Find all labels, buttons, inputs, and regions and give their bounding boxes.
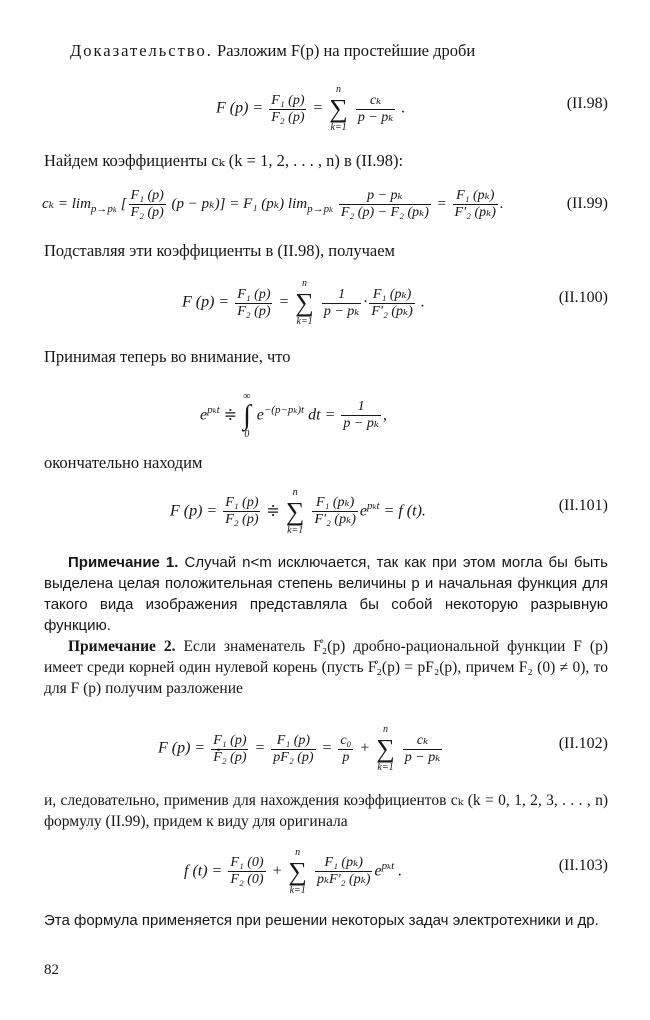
- eq99-d: =: [436, 196, 447, 212]
- eq103-e-sup: pₖt: [381, 860, 395, 872]
- eq102-plus: +: [359, 739, 371, 757]
- eq100-eq: =: [278, 293, 290, 311]
- eq103-sum: n ∑ k=1: [288, 846, 307, 896]
- eq98-lhs: F (p) =: [216, 99, 264, 117]
- eq102-num1: F₁ (p): [213, 732, 247, 748]
- intro-line: [70, 40, 610, 62]
- int-den: p − pₖ: [343, 416, 379, 432]
- eq100-sum-top: n: [302, 278, 308, 289]
- equation-II-99: [0, 184, 650, 224]
- eq98-number: (II.98): [566, 95, 608, 112]
- equation-II-103: [0, 846, 650, 896]
- eq103-number: (II.103): [558, 857, 608, 874]
- paragraph-conclusion: Эта формула применяется при решении некоторых задач электротехники и др.: [44, 912, 599, 929]
- eq100-sum-bot: k=1: [296, 316, 313, 327]
- eq100-frac3: [369, 287, 414, 320]
- int-frac: [341, 399, 381, 432]
- eq101-sum-top: n: [292, 486, 298, 498]
- eq102-num4: cₖ: [416, 732, 429, 748]
- paragraph-finally: окончательно находим: [44, 453, 203, 472]
- eq101-sum: n ∑ k=1: [285, 486, 305, 536]
- note-1-label: Примечание 1.: [68, 554, 179, 571]
- proof-word: Доказательство.: [70, 41, 213, 60]
- eq102-eq1: =: [254, 739, 266, 757]
- eq99-c-sub: p→pₖ: [307, 203, 334, 215]
- eq99-den1: F₂ (p): [130, 205, 164, 221]
- equation-II-100: [0, 278, 650, 327]
- eq101-rel: ≑: [266, 502, 280, 520]
- eq100-num1: F₁ (p): [237, 286, 271, 302]
- paragraph-coefficients: Найдем коэффициенты cₖ (k = 1, 2, . . . , n) в (II.98):: [44, 151, 404, 170]
- eq103-e: e: [374, 862, 382, 880]
- eq98-den1: F₂ (p): [271, 109, 305, 125]
- eq102-frac1: [211, 733, 248, 766]
- eq98-den2: p − pₖ: [357, 109, 394, 125]
- eq102-number: (II.102): [558, 735, 608, 752]
- eq103-den1: F₂ (0): [230, 872, 264, 888]
- eq99-den3: F′₂ (pₖ): [454, 205, 496, 221]
- equation-II-101: [0, 486, 650, 536]
- note-2-text: Если знаменатель F̊₂(p) дробно-рациональной функции F (p) имеет среди корней один нулевой корень (пусть F̊₂(p) = pF₂(p), причем F₂ (0) ≠ 0), то для F (p) получим разложение: [44, 638, 608, 697]
- eq101-lhs: F (p) =: [170, 502, 218, 520]
- eq101-frac2: [312, 495, 357, 528]
- eq98-eq: =: [312, 99, 324, 117]
- eq98-sum: n ∑ k=1: [329, 84, 348, 133]
- eq99-frac3: [453, 188, 498, 221]
- eq103-frac2: [315, 855, 373, 888]
- int-dt: dt =: [308, 406, 336, 424]
- int-lhs-sup: pₖt: [207, 404, 220, 416]
- eq102-eq2: =: [321, 739, 333, 757]
- paragraph-substituting: Подставляя эти коэффициенты в (II.98), получаем: [44, 241, 395, 260]
- eq101-frac1: [223, 495, 260, 528]
- eq98-tail: .: [401, 99, 406, 117]
- eq99-num3: F₁ (pₖ): [456, 188, 495, 204]
- eq98-frac1: [269, 93, 306, 126]
- eq103-tail: .: [398, 862, 403, 880]
- int-lhs: e: [200, 406, 208, 424]
- eq98-sum-top: n: [336, 84, 342, 95]
- intro-text: Разложим F(p) на простейшие дроби: [217, 41, 476, 60]
- equation-II-102: [0, 724, 650, 773]
- eq99-number: (II.99): [566, 195, 608, 212]
- eq99-c: (p − pₖ)] = F₁ (pₖ) lim: [171, 196, 308, 212]
- eq103-sum-top: n: [295, 846, 301, 858]
- eq103-num2: F₁ (pₖ): [324, 855, 363, 871]
- eq101-den2: F′₂ (pₖ): [314, 512, 356, 528]
- eq99-den2: F₂ (p) − F₂ (pₖ): [340, 205, 429, 221]
- eq100-den1: F₂ (p): [237, 303, 271, 319]
- eq99-tail: .: [499, 196, 504, 212]
- eq99-a-sub: p→pₖ: [90, 203, 117, 215]
- eq101-den1: F₂ (p): [225, 512, 259, 528]
- eq102-num2: F₁ (p): [276, 732, 311, 748]
- eq100-dot: ·: [363, 293, 368, 311]
- eq101-e-sup: pₖt: [366, 500, 380, 512]
- int-sign: ∞ ∫ 0: [243, 390, 251, 440]
- eq102-den2: pF₂ (p): [273, 749, 314, 765]
- eq100-den2: p − pₖ: [323, 303, 360, 319]
- eq101-num2: F₁ (pₖ): [315, 495, 355, 511]
- eq103-plus: +: [271, 862, 283, 880]
- eq99-a: cₖ = lim: [42, 196, 91, 212]
- eq100-den3: F′₂ (pₖ): [371, 303, 413, 319]
- equation-integral: [0, 386, 650, 440]
- int-integrand: e: [256, 406, 264, 424]
- eq101-number: (II.101): [558, 497, 608, 514]
- eq100-frac1: [235, 287, 272, 320]
- eq103-frac1: [228, 855, 265, 888]
- eq101-e: e: [359, 502, 367, 520]
- eq103-num1: F₁ (0): [230, 855, 264, 871]
- eq100-num2: 1: [338, 286, 346, 302]
- eq102-den1: F̊₂ (p): [213, 749, 247, 765]
- int-num: 1: [357, 399, 365, 415]
- equation-II-98: [0, 84, 650, 133]
- page-number: 82: [44, 962, 59, 978]
- eq99-frac2: [339, 188, 431, 221]
- int-integrand-sup: −(p−pₖ)t: [263, 404, 305, 416]
- eq102-frac3: [338, 733, 353, 766]
- eq101-num1: F₁ (p): [225, 495, 259, 511]
- eq99-num1: F₁ (p): [130, 188, 164, 204]
- int-tail: ,: [382, 406, 387, 424]
- eq102-num3: c₀: [340, 732, 352, 748]
- eq102-sum: n ∑ k=1: [376, 724, 395, 773]
- eq98-num1: F₁ (p): [271, 92, 305, 108]
- eq100-sum: n ∑ k=1: [295, 278, 314, 327]
- eq100-lhs: F (p) =: [182, 293, 230, 311]
- eq103-sum-bot: k=1: [289, 884, 306, 896]
- eq99-b: [: [120, 196, 127, 212]
- eq98-sum-bot: k=1: [330, 122, 347, 133]
- int-rel: ≑: [223, 406, 238, 424]
- eq102-sum-bot: k=1: [377, 762, 394, 773]
- eq98-frac2: [356, 93, 396, 126]
- eq99-num2: p − pₖ: [367, 188, 403, 204]
- eq102-den3: p: [338, 749, 353, 766]
- eq100-frac2: [322, 287, 362, 320]
- eq101-rhs: = f (t).: [383, 502, 426, 520]
- eq102-sum-top: n: [382, 724, 388, 735]
- eq102-den4: p − pₖ: [404, 749, 441, 765]
- eq102-frac4: [403, 733, 443, 766]
- eq100-number: (II.100): [558, 289, 608, 306]
- note-1: [44, 552, 608, 636]
- eq98-num2: cₖ: [369, 92, 382, 108]
- int-top: ∞: [243, 390, 251, 402]
- eq102-frac2: [271, 733, 315, 766]
- note-2: [44, 636, 608, 699]
- note-2-label: Примечание 2.: [68, 638, 176, 655]
- eq101-sum-bot: k=1: [287, 524, 304, 536]
- paragraph-therefore: и, следовательно, применив для нахождения коэффициентов cₖ (k = 0, 1, 2, 3, . . . , n) формулу (II.99), придем к виду для оригинала: [44, 792, 608, 830]
- int-bot: 0: [244, 428, 250, 440]
- note-1-text: Случай n<m исключается, так как при этом могла бы быть выделена целая положительная степень величины p и начальная функция для такого вида изображения представляла бы собой некоторую разрывную функцию.: [44, 554, 608, 634]
- eq103-lhs: f (t) =: [184, 862, 223, 880]
- eq102-lhs: F (p) =: [158, 739, 206, 757]
- eq100-num3: F₁ (pₖ): [372, 286, 412, 302]
- eq99-frac1: [129, 188, 166, 221]
- paragraph-considering: Принимая теперь во внимание, что: [44, 347, 291, 366]
- eq100-tail: .: [420, 293, 425, 311]
- eq103-den2: pₖF′₂ (pₖ): [316, 872, 371, 888]
